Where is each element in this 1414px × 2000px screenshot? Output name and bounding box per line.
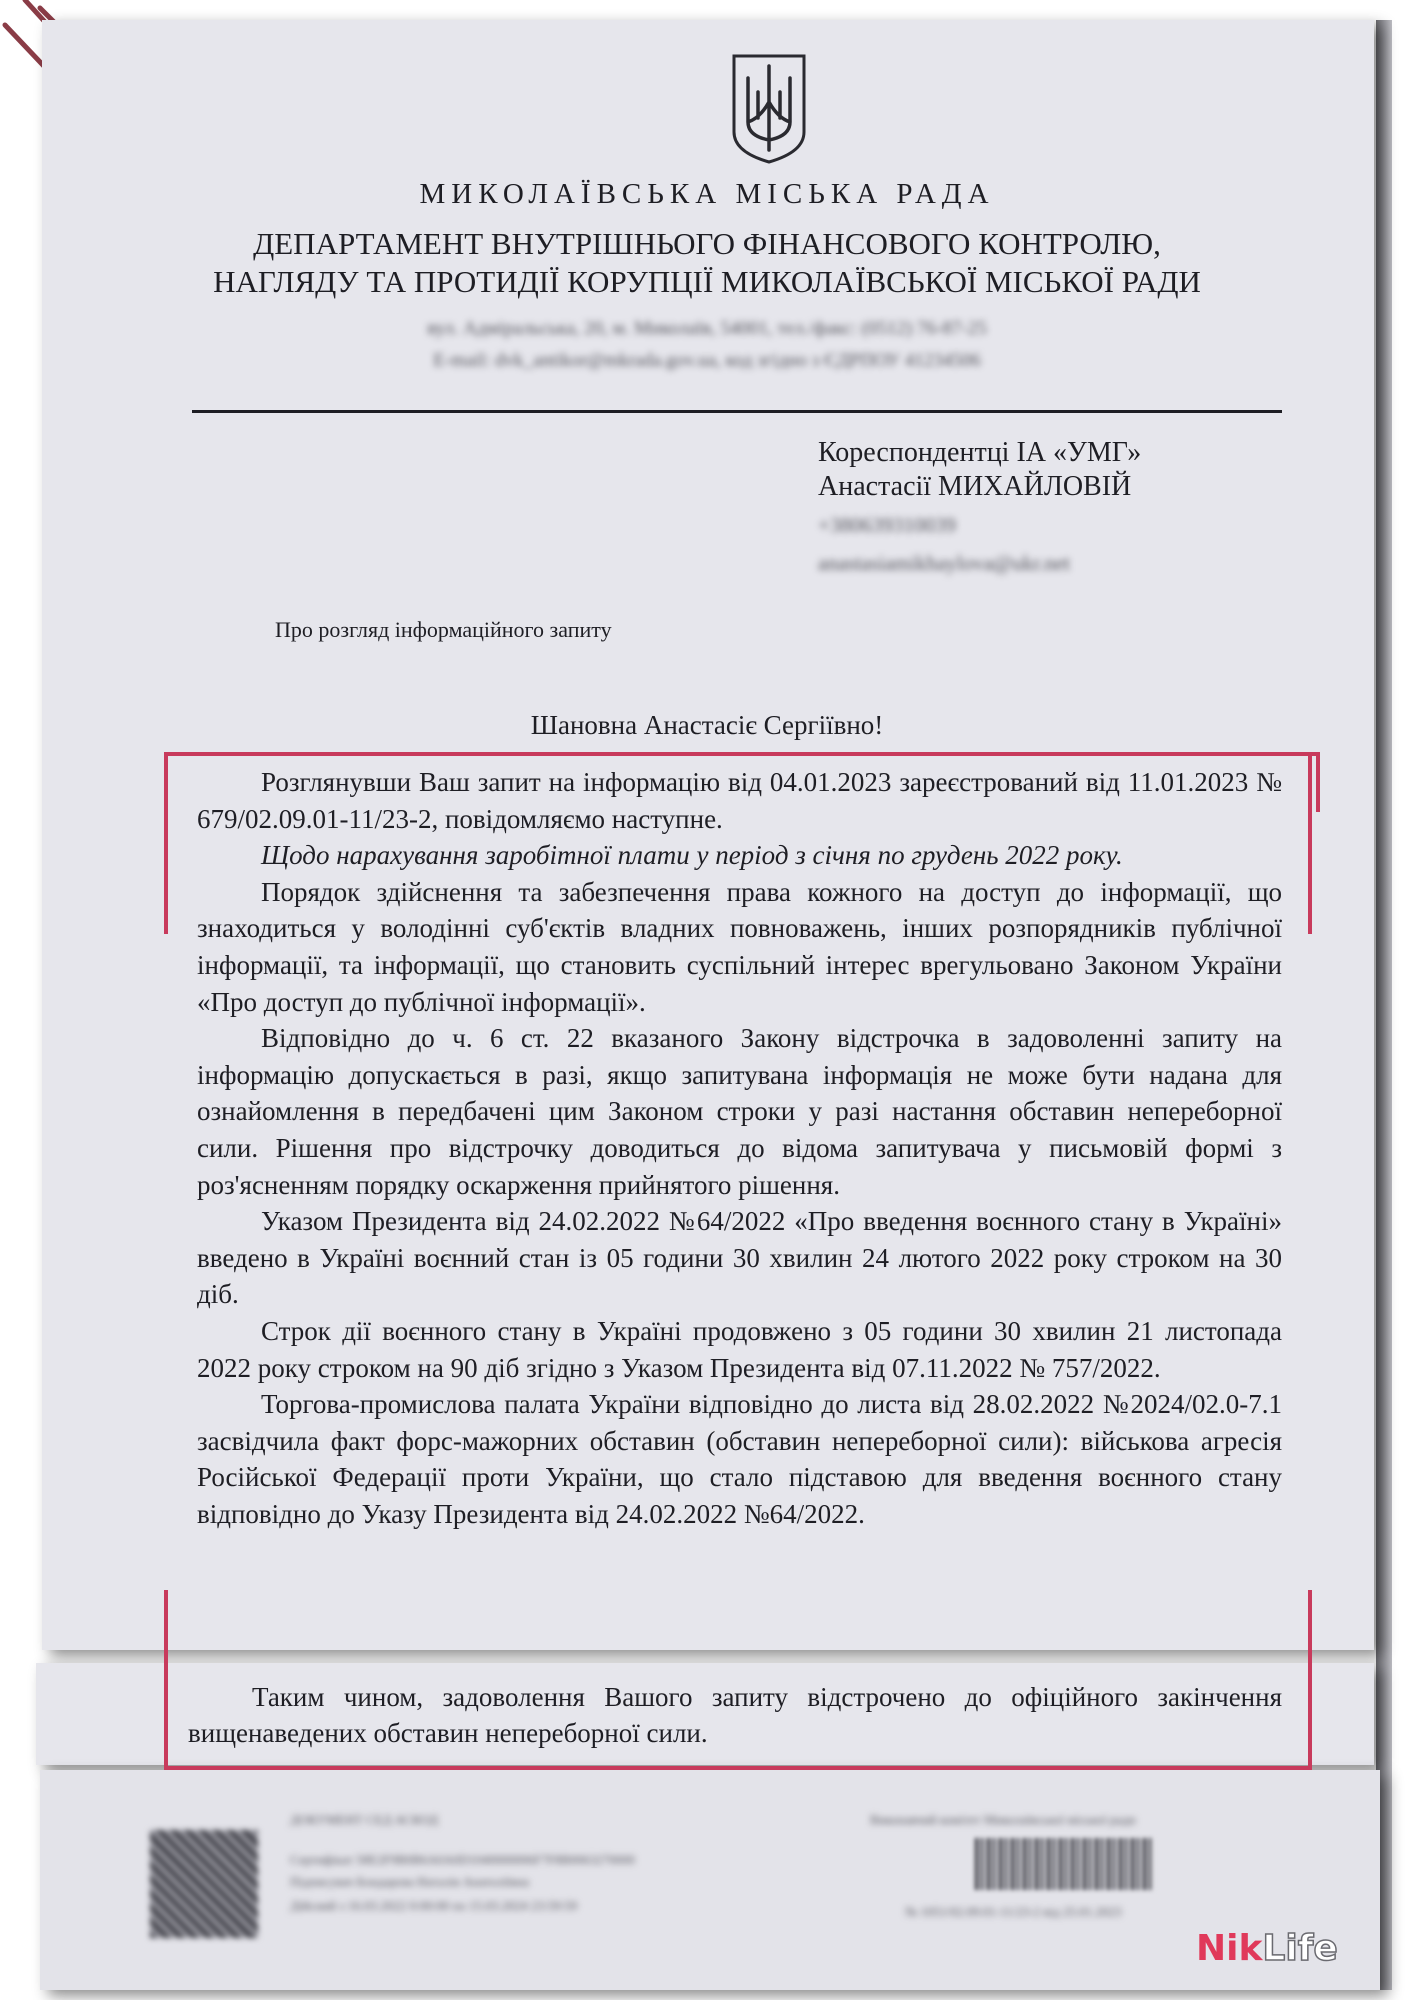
registry-number: № 1051/02.09.01-11/23-2 від 25.01.2023 bbox=[905, 1904, 1122, 1919]
e-signature-certificate: Сертифікат 58E2F9B0B6A0A0D1040000006F7F8B0063270000 bbox=[290, 1852, 635, 1867]
recipient-email: anastasiamikhaylova@ukr.net bbox=[818, 551, 1071, 575]
body-paragraph-2: Щодо нарахування заробітної плати у період з січня по грудень 2022 року. bbox=[261, 840, 1123, 871]
letter-subject: Про розгляд інформаційного запиту bbox=[275, 617, 612, 642]
header-divider bbox=[192, 410, 1282, 413]
department-title-line2: НАГЛЯДУ ТА ПРОТИДІЇ КОРУПЦІЇ МИКОЛАЇВСЬКОЇ МІСЬКОЇ РАДИ bbox=[213, 264, 1201, 299]
body-paragraph-3: Порядок здійснення та забезпечення права кожного на доступ до інформації, що знаходиться у володінні суб'єктів владних повноважень, інших розпорядників публічної інформації, та інформації, що становить суспільний інтерес врегульовано Законом України «Про доступ до публічної інформації». bbox=[197, 876, 1282, 1017]
page-edge bbox=[1376, 20, 1392, 1990]
body-paragraph-1: Розглянувши Ваш запит на інформацію від 04.01.2023 зареєстрований від 11.01.2023 № 679/02.09.01-11/23-2, повідомляємо наступне. bbox=[197, 767, 1282, 834]
e-signature-title: ДОКУМЕНТ СЕД АСКОД bbox=[290, 1812, 439, 1827]
conclusion-paragraph: Таким чином, задоволення Вашого запиту відстрочено до офіційного закінчення вищенаведених обставин непереборної сили. bbox=[188, 1682, 1282, 1748]
highlight-frame-bottom bbox=[164, 1766, 1312, 1770]
highlight-frame-left-lower bbox=[164, 1590, 168, 1770]
council-title: МИКОЛАЇВСЬКА МІСЬКА РАДА bbox=[419, 178, 995, 210]
letter-body bbox=[197, 764, 1282, 1532]
registry-title: Виконавчий комітет Миколаївської міської ради bbox=[870, 1812, 1136, 1827]
body-paragraph-7: Торгова-промислова палата України відповідно до листа від 28.02.2022 №2024/02.0-7.1 засвідчила факт форс-мажорних обставин (обставин непереборної сили): військова агресія Російської Федерації проти України, що стало підставою для введення воєнного стану відповідно до Указу Президента від 24.02.2022 №64/2022. bbox=[197, 1389, 1282, 1529]
conclusion-text bbox=[188, 1679, 1282, 1751]
body-paragraph-5: Указом Президента від 24.02.2022 №64/2022 «Про введення воєнного стану в Україні» введено в Україні воєнний стан із 05 години 30 хвилин 24 лютого 2022 року строком на 30 діб. bbox=[197, 1206, 1282, 1310]
address-line: вул. Адміральська, 20, м. Миколаїв, 54001, тел./факс: (0512) 76-87-25 bbox=[427, 318, 987, 339]
recipient-line2: Анастасії МИХАЙЛОВІЙ bbox=[818, 471, 1132, 502]
highlight-frame-left-upper bbox=[164, 752, 168, 934]
highlight-frame-right-lower bbox=[1308, 1590, 1312, 1770]
recipient-phone: +380639310039 bbox=[818, 513, 956, 537]
logo-part2: Life bbox=[1262, 1928, 1338, 1969]
logo-part1: Nik bbox=[1196, 1928, 1263, 1969]
barcode bbox=[975, 1838, 1153, 1890]
niklife-logo bbox=[1196, 1928, 1338, 1969]
body-paragraph-6: Строк дії воєнного стану в Україні продовжено з 05 години 30 хвилин 21 листопада 2022 року строком на 90 діб згідно з Указом Президента від 07.11.2022 № 757/2022. bbox=[197, 1315, 1282, 1383]
department-title-line1: ДЕПАРТАМЕНТ ВНУТРІШНЬОГО ФІНАНСОВОГО КОНТРОЛЮ, bbox=[253, 226, 1161, 261]
highlight-frame-top bbox=[164, 752, 1320, 812]
e-signature-signer: Підписувач Бондарєва Наталія Анатоліївна bbox=[290, 1874, 530, 1889]
e-signature-validity: Дійсний з 16.03.2022 0:00:00 по 15.03.2024 23:59:59 bbox=[290, 1898, 578, 1913]
body-paragraph-4: Відповідно до ч. 6 ст. 22 вказаного Закону відстрочка в задоволенні запиту на інформацію допускається в разі, якщо запитувана інформація не може бути надана для ознайомлення в передбачені цим Законом строки у разі настання обставин непереборної сили. Рішення про відстрочку доводиться до відома запитувача у письмовій формі з роз'ясненням порядку оскарження прийнятого рішення. bbox=[197, 1023, 1282, 1200]
highlight-frame-right-upper bbox=[1308, 752, 1312, 934]
qr-code bbox=[150, 1830, 258, 1938]
contact-line: E-mail: dvk_antikor@mkrada.gov.ua, код згідно з ЄДРПОУ 41234506 bbox=[433, 350, 981, 371]
recipient-line1: Кореспондентці ІА «УМГ» bbox=[818, 437, 1142, 468]
salutation: Шановна Анастасіє Сергіївно! bbox=[530, 710, 884, 740]
trident-emblem-icon bbox=[730, 52, 808, 164]
